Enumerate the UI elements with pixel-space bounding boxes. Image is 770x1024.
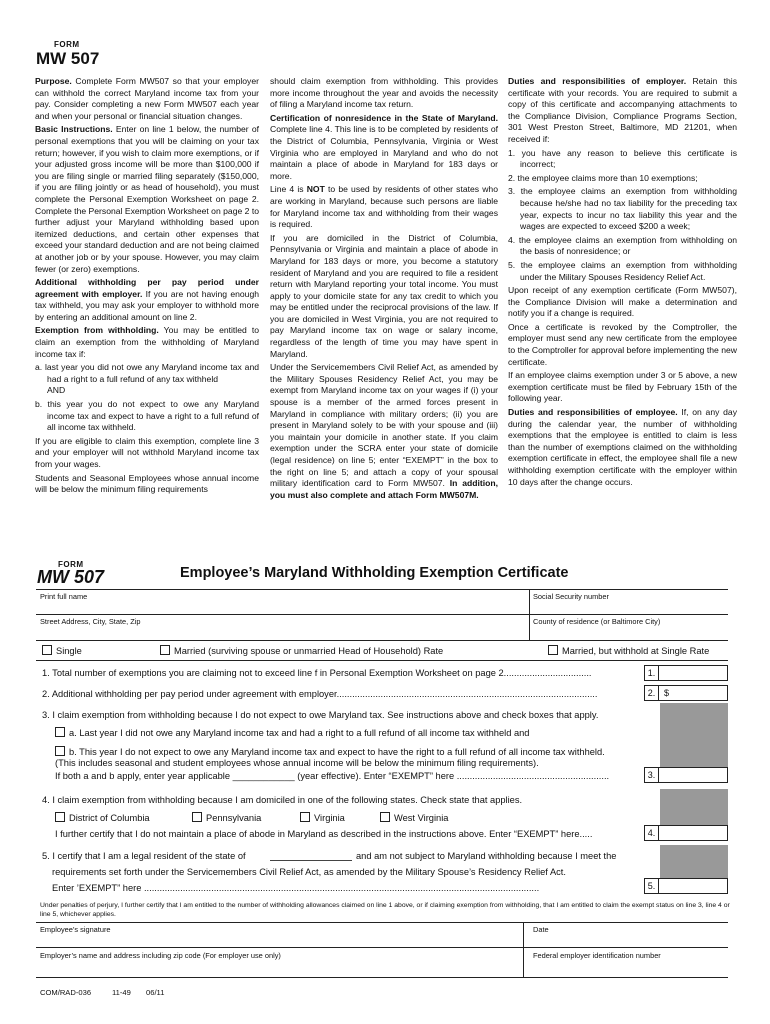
students-paragraph: Students and Seasonal Employees whose annual income will be below the minimum filing requirements [35, 472, 259, 495]
rule [36, 977, 728, 978]
exemption-paragraph: Exemption from withholding. You may be entitled to claim an exemption from the withholding of Maryland income tax if: [35, 325, 259, 359]
state-va[interactable]: Virginia [300, 812, 345, 823]
line5-post: and am not subject to Maryland withholding because I meet the [356, 851, 617, 861]
shaded-block [660, 703, 728, 767]
filing-married-unmarried[interactable]: Married (surviving spouse or unmarried Head of Household) Rate [160, 645, 443, 656]
rule [36, 947, 728, 948]
address-label: Street Address, City, State, Zip [40, 617, 141, 626]
employer-name-label: Employer’s name and address including zip code (For employer use only) [40, 951, 281, 960]
wv-checkbox[interactable] [380, 812, 390, 822]
fein-label: Federal employer identification number [533, 951, 661, 960]
line3b-checkbox[interactable] [55, 746, 65, 756]
state-pa[interactable]: Pennsylvania [192, 812, 261, 823]
single-checkbox[interactable] [42, 645, 52, 655]
employee-duties-paragraph: Duties and responsibilities of employee. If, on any day during the calendar year, the number of withholding exemptions that the employee is entitled to claim is less than the number of exemptions claimed on the withholding exemption certificate in effect, the employee shall file a new withholding exemption certificate with the employer within 10 days after the change occurs. [508, 407, 737, 487]
duties-item-3: 3. the employee claims an exemption from withholding because he/she had no tax liability for the preceding tax year, expects to incur no tax liability this year and the wages are expected to exceed $200 a week; [508, 186, 737, 232]
exemption-item-a: a. last year you did not owe any Maryland income tax and had a right to a full refund of any tax withheld [35, 362, 259, 384]
line5-number: 5. [644, 878, 659, 894]
shaded-block [660, 789, 728, 825]
filing-married-single[interactable]: Married, but withhold at Single Rate [548, 645, 709, 656]
duties-item-5: 5. the employee claims an exemption from withholding under the Military Spouses Residency Relief Act. [508, 259, 737, 282]
line4-paragraph: Line 4 is NOT to be used by residents of other states who are working in Maryland, because such persons are liable for Maryland income tax and withholding from their wages is required. [270, 184, 498, 230]
rule [523, 922, 524, 978]
certification-paragraph: Certification of nonresidence in the State of Maryland. Complete line 4. This line is to be completed by residents of the District of Columbia, Pennsylvania, Virginia or West Virginia who are employed in Maryland and who do not maintain a place of abode in Maryland for 183 days or more. [270, 112, 498, 181]
line3-text: 3. I claim exemption from withholding because I do not expect to owe Maryland tax. See instructions above and check boxes that apply. [42, 710, 599, 720]
line1-text: 1. Total number of exemptions you are claiming not to exceed line f in Personal Exemption Worksheet on page 2.................................. [42, 668, 592, 678]
line4-text: 4. I claim exemption from withholding because I am domiciled in one of the following states. Check state that applies. [42, 795, 523, 805]
footer-version: 11-49 [112, 988, 131, 997]
instructions-column-3 [508, 76, 737, 490]
dc-checkbox[interactable] [55, 812, 65, 822]
state-wv[interactable]: West Virginia [380, 812, 448, 823]
date-label: Date [533, 925, 549, 934]
line5-text3: Enter ’EXEMPT” here ......................................................................................................................................................... [52, 883, 540, 893]
duties-item-4: 4. the employee claims an exemption from withholding on the basis of nonresidence; or [508, 234, 737, 257]
line3b-year: If both a and b apply, enter year applicable ____________ (year effective). Enter “EXEMPT” here ........................................................... [55, 771, 610, 781]
line2-input[interactable] [659, 685, 728, 701]
va-checkbox[interactable] [300, 812, 310, 822]
line2-text: 2. Additional withholding per pay period under agreement with employer..................................................................................................... [42, 689, 598, 699]
exemption-and: AND [47, 385, 66, 396]
footer-date: 06/11 [146, 988, 165, 997]
married-single-checkbox[interactable] [548, 645, 558, 655]
line3-input[interactable] [659, 767, 728, 783]
line5-input[interactable] [659, 878, 728, 894]
dollar-sign: $ [664, 688, 670, 698]
line3a-checkbox[interactable] [55, 727, 65, 737]
continuation-paragraph: should claim exemption from withholding. This provides more income throughout the year and avoids the necessity of filing a Maryland income tax return. [270, 76, 498, 110]
purpose-paragraph: Purpose. Complete Form MW507 so that your employer can withhold the correct Maryland income tax from your pay. Consider completing a new Form MW507 each year and when your personal or financial situation changes. [35, 76, 259, 121]
footer-code: COM/RAD-036 [40, 988, 92, 997]
form-label: FORM [54, 40, 80, 49]
certificate-title: Employee’s Maryland Withholding Exemption Certificate [180, 565, 569, 581]
instructions-column-1 [35, 76, 259, 498]
additional-withholding-paragraph: Additional withholding per pay period under agreement with employer. If you are not having enough tax withheld, you may ask your employer to withhold more by entering an additional amount on line 2. [35, 277, 259, 322]
duties-item-2: 2. the employee claims more than 10 exemptions; [508, 172, 698, 183]
instructions-column-2 [270, 76, 498, 503]
basic-instructions-paragraph: Basic Instructions. Enter on line 1 below, the number of personal exemptions that you will be claiming on your tax return; however, if you wish to claim more exemptions, or if your adjusted gross income will be more than $100,000 if you are filing single or married filing separately ($150,000, if you are filing jointly or as head of household), you must complete the Personal Exemption Worksheet on page 2. Complete the Personal Exemption Worksheet on page 2 to further adjust your Maryland withholding based upon itemized deductions, and certain other expenses that exceed your standard deduction and are not being claimed at another job or by your spouse. However, you may claim fewer (or zero) exemptions. [35, 124, 260, 274]
line3a[interactable]: a. Last year I did not owe any Maryland income tax and had a right to a full refund of all income tax withheld and [55, 727, 529, 738]
line5-pre: 5. I certify that I am a legal resident of the state of [42, 851, 246, 861]
line4-certify: I further certify that I do not maintain a place of abode in Maryland as described in the instructions above. Enter “EXEMPT” here..... [55, 829, 593, 839]
line3b-note: (This includes seasonal and student employees whose annual income will be below the minimum filing requirements). [55, 758, 539, 768]
line2-number: 2. [644, 685, 659, 701]
print-name-label: Print full name [40, 592, 88, 601]
married-checkbox[interactable] [160, 645, 170, 655]
shaded-block [660, 845, 728, 878]
certificate-form-label: FORM [58, 560, 84, 569]
employee-signature-label: Employee’s signature [40, 925, 111, 934]
rule [36, 640, 728, 641]
line5-text2: requirements set forth under the Servicemembers Civil Relief Act, as amended by the Military Spouse’s Residency Relief Act. [52, 867, 566, 877]
line4-input[interactable] [659, 825, 728, 841]
under3-paragraph: If an employee claims exemption under 3 or 5 above, a new exemption certificate must be filed by February 15th of the following year. [508, 370, 737, 404]
county-label: County of residence (or Baltimore City) [533, 617, 661, 626]
rule [36, 660, 728, 661]
pa-checkbox[interactable] [192, 812, 202, 822]
revoked-paragraph: Once a certificate is revoked by the Comptroller, the employer must send any new certificate from the employee to the Comptroller for approval before implementing the new certificate. [508, 321, 737, 367]
line3-number: 3. [644, 767, 659, 783]
perjury-statement: Under penalties of perjury, I further certify that I am entitled to the number of withholding allowances claimed on line 1 above, or if claiming exemption from withholding, that I am entitled to claim the exempt status on line 3, line 4 or line 5, whichever applies. [40, 902, 730, 918]
duties-item-1: 1. you have any reason to believe this certificate is incorrect; [508, 147, 737, 170]
line3b[interactable]: b. This year I do not expect to owe any Maryland income tax and expect to have the right to a full refund of all income tax withheld. [55, 746, 605, 757]
rule [36, 614, 728, 615]
rule [36, 589, 728, 590]
filing-single[interactable]: Single [42, 645, 82, 656]
rule [36, 922, 728, 923]
ssn-label: Social Security number [533, 592, 609, 601]
line4-number: 4. [644, 825, 659, 841]
scra-paragraph: Under the Servicemembers Civil Relief Act, as amended by the Military Spouses Residency Relief Act, you may be exempt from Maryland income tax on your wages if (i) your spouse is a member of the armed forces present in Maryland in compliance with military orders; (ii) you are present in Maryland solely to be with your spouse and (iii) you maintain your domicile in another state. If you claim exemption under the SCRA enter your state of domicile (legal residence) on line 5; enter “EXEMPT” in the box to the right on line 5; and attach a copy of your spousal military identification card to Form MW507. In addition, you must also complete and attach Form MW507M. [270, 362, 499, 500]
line1-number: 1. [644, 665, 659, 681]
state-blank-line[interactable] [270, 860, 352, 861]
receipt-paragraph: Upon receipt of any exemption certificate (Form MW507), the Compliance Division will make a determination and notify you if a change is required. [508, 285, 737, 319]
form-number: MW 507 [36, 49, 100, 68]
domiciled-paragraph: If you are domiciled in the District of Columbia, Pennsylvania or Virginia and maintain a place of abode in Maryland for 183 days or more, you become a statutory resident of Maryland and you are required to file a resident return with Maryland reporting your total income. You must apply to your domicile state for any tax credit to which you may be entitled under the reciprocal provisions of the law. If you are domiciled in West Virginia, you are not required to pay Maryland income tax on wage or salary income, regardless of the length of time you may have spent in Maryland. [270, 232, 498, 359]
eligible-paragraph: If you are eligible to claim this exemption, complete line 3 and your employer will not withhold Maryland income tax from your wages. [35, 435, 259, 469]
exemption-item-b: b. this year you do not expect to owe any Maryland income tax and expect to have a right to a full refund of all income tax withheld. [35, 399, 259, 433]
state-dc[interactable]: District of Columbia [55, 812, 150, 823]
employer-duties-paragraph: Duties and responsibilities of employer. Retain this certificate with your records. You are required to submit a copy of this certificate and accompanying attachments to the Compliance Division, Compliance Programs Section, 301 West Preston Street, Baltimore, MD 21201, when received if: [508, 76, 737, 144]
line1-input[interactable] [659, 665, 728, 681]
certificate-form-number: MW 507 [37, 567, 105, 587]
